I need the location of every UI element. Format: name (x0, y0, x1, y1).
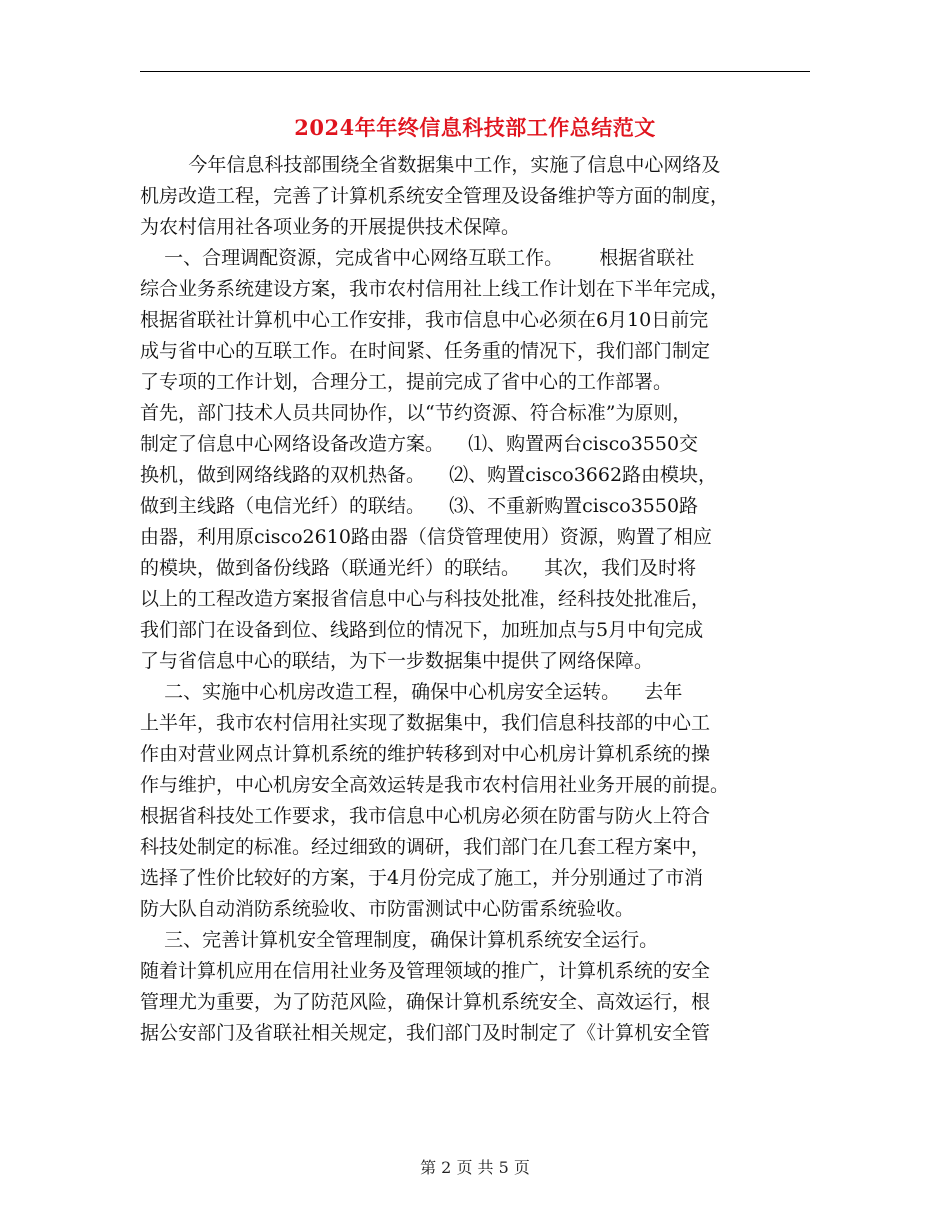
body-line: 由器，利用原cisco2610路由器（信贷管理使用）资源，购置了相应 (140, 526, 712, 548)
body-line: 根据省科技处工作要求，我市信息中心机房必须在防雷与防火上符合 (140, 805, 711, 827)
body-line: 机房改造工程，完善了计算机系统安全管理及设备维护等方面的制度， (140, 185, 730, 207)
body-line: 我们部门在设备到位、线路到位的情况下，加班加点与5月中旬完成 (140, 619, 704, 641)
body-line: 的模块，做到备份线路（联通光纤）的联结。 其次，我们及时将 (140, 557, 697, 579)
page-footer: 第 2 页 共 5 页 (420, 1158, 530, 1177)
body-line: 综合业务系统建设方案，我市农村信用社上线工作计划在下半年完成， (140, 278, 730, 300)
body-line: 换机，做到网络线路的双机热备。 ⑵、购置cisco3662路由模块， (140, 464, 718, 486)
body-line: 二、实施中心机房改造工程，确保中心机房安全运转。 去年 (140, 681, 683, 703)
body-line: 管理尤为重要，为了防范风险，确保计算机系统安全、高效运行，根 (140, 991, 711, 1013)
body-line: 根据省联社计算机中心工作安排，我市信息中心必须在6月10日前完 (140, 309, 709, 331)
body-line: 了专项的工作计划，合理分工，提前完成了省中心的工作部署。 (140, 371, 673, 393)
document-title: 2024年年终信息科技部工作总结范文 (294, 115, 656, 140)
body-line: 今年信息科技部围绕全省数据集中工作，实施了信息中心网络及 (140, 154, 721, 176)
body-line: 三、完善计算机安全管理制度，确保计算机系统安全运行。 (140, 929, 659, 951)
header-rule (140, 71, 810, 72)
body-line: 上半年，我市农村信用社实现了数据集中，我们信息科技部的中心工 (140, 712, 711, 734)
body-line: 一、合理调配资源，完成省中心网络互联工作。 根据省联社 (140, 247, 695, 269)
body-line: 为农村信用社各项业务的开展提供技术保障。 (140, 216, 521, 238)
body-line: 首先，部门技术人员共同协作，以“节约资源、符合标准”为原则， (140, 402, 692, 424)
body-line: 了与省信息中心的联结，为下一步数据集中提供了网络保障。 (140, 650, 654, 672)
body-line: 制定了信息中心网络设备改造方案。 ⑴、购置两台cisco3550交 (140, 433, 699, 455)
body-line: 据公安部门及省联社相关规定，我们部门及时制定了《计算机安全管 (140, 1022, 711, 1044)
document-body (140, 150, 810, 1049)
body-line: 做到主线路（电信光纤）的联结。 ⑶、不重新购置cisco3550路 (140, 495, 699, 517)
body-line: 以上的工程改造方案报省信息中心与科技处批准，经科技处批准后， (140, 588, 711, 610)
body-line: 防大队自动消防系统验收、市防雷测试中心防雷系统验收。 (140, 898, 635, 920)
body-line: 随着计算机应用在信用社业务及管理领域的推广，计算机系统的安全 (140, 960, 711, 982)
body-line: 科技处制定的标准。经过细致的调研，我们部门在几套工程方案中， (140, 836, 711, 858)
body-line: 成与省中心的互联工作。在时间紧、任务重的情况下，我们部门制定 (140, 340, 711, 362)
body-line: 作与维护，中心机房安全高效运转是我市农村信用社业务开展的前提。 (140, 774, 730, 796)
body-line: 选择了性价比较好的方案，于4月份完成了施工，并分别通过了市消 (140, 867, 704, 889)
body-line: 作由对营业网点计算机系统的维护转移到对中心机房计算机系统的操 (140, 743, 711, 765)
